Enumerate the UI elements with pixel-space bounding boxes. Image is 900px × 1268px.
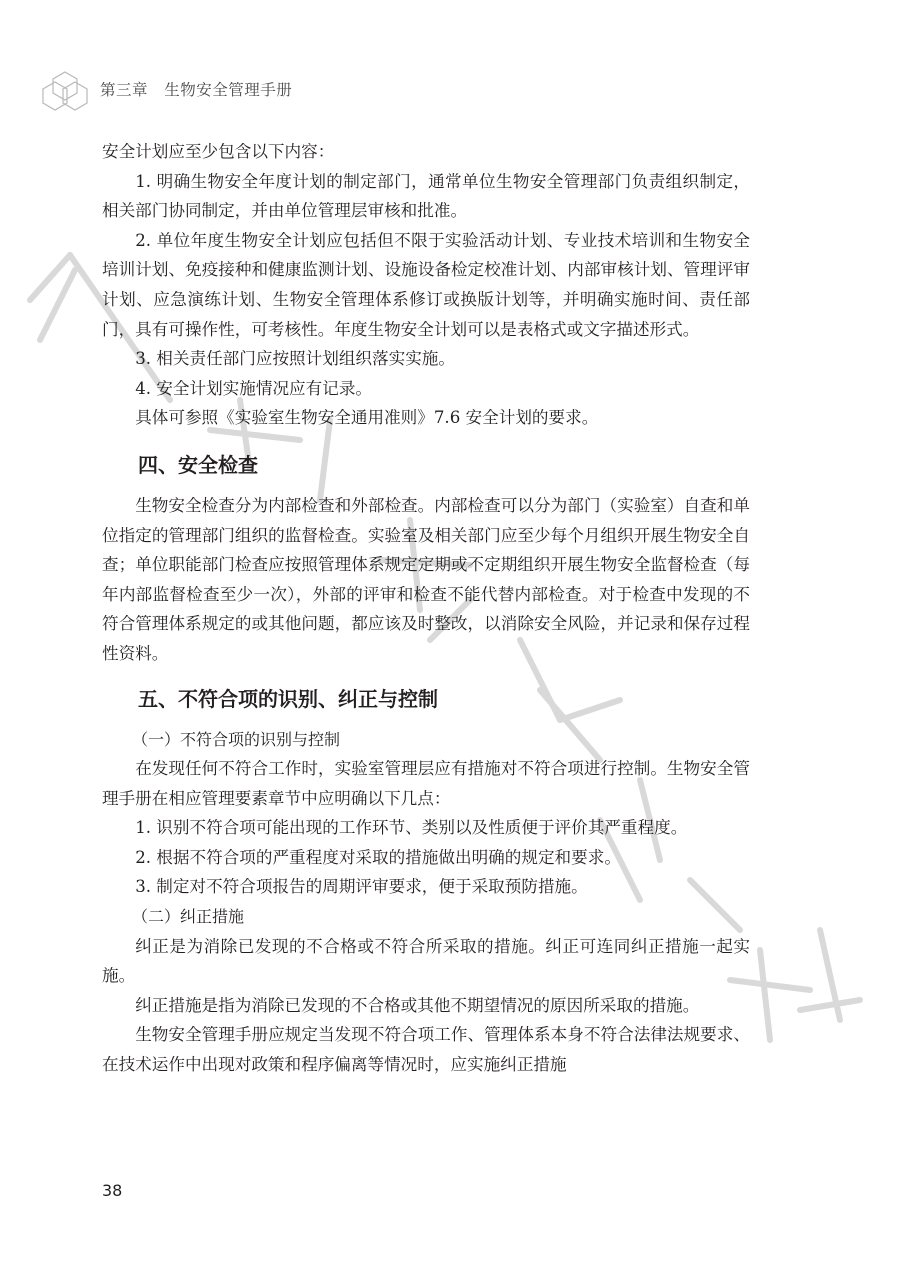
paragraph: 纠正措施是指为消除已发现的不合格或其他不期望情况的原因所采取的措施。 [135,995,700,1015]
section-heading-nonconformity: 五、不符合项的识别、纠正与控制 [138,686,438,711]
list-item: 3. 相关责任部门应按照计划组织落实实施。 [135,349,455,369]
list-item: 1. 明确生物安全年度计划的制定部门，通常单位生物安全管理部门负责组织制定，相关部门协同制定，并由单位管理层审核和批准。 [102,171,750,221]
list-item: 4. 安全计划实施情况应有记录。 [135,378,373,398]
paragraph: 生物安全检查分为内部检查和外部检查。内部检查可以分为部门（实验室）自查和单位指定的管理部门组织的监督检查。实验室及相关部门应至少每个月组织开展生物安全自查；单位职能部门检查应按照管理体系规定定期或不定期组织开展生物安全监督检查（每年内部监督检查至少一次），外部的评审和检查不能代替内部检查。对于检查中发现的不符合管理体系规定的或其他问题，都应该及时整改，以消除安全风险，并记录和保存过程性资料。 [102,495,750,663]
list-item: 2. 单位年度生物安全计划应包括但不限于实验活动计划、专业技术培训和生物安全培训计划、免疫接种和健康监测计划、设施设备检定校准计划、内部审核计划、管理评审计划、应急演练计划、生物安全管理体系修订或换版计划等，并明确实施时间、责任部门，具有可操作性，可考核性。年度生物安全计划可以是表格式或文字描述形式。 [102,230,750,339]
paragraph: 生物安全管理手册应规定当发现不符合项工作、管理体系本身不符合法律法规要求、在技术运作中出现对政策和程序偏离等情况时，应实施纠正措施 [102,1025,750,1075]
chapter-title: 第三章 生物安全管理手册 [100,81,293,99]
section-heading-safety-inspection: 四、安全检查 [138,452,258,477]
paragraph: 在发现任何不符合工作时，实验室管理层应有措施对不符合项进行控制。生物安全管理手册在相应管理要素章节中应明确以下几点： [102,759,750,808]
list-item: 1. 识别不符合项可能出现的工作环节、类别以及性质便于评价其严重程度。 [135,818,688,838]
list-item: 2. 根据不符合项的严重程度对采取的措施做出明确的规定和要求。 [135,847,621,867]
hexagon-logo-icon [40,68,90,112]
page-body [102,137,750,1080]
subsection-heading-corrective-action: （二）纠正措施 [132,907,245,927]
list-item: 3. 制定对不符合项报告的周期评审要求，便于采取预防措施。 [135,877,588,897]
paragraph: 纠正是为消除已发现的不合格或不符合所采取的措施。纠正可连同纠正措施一起实施。 [102,936,750,986]
page-number: 38 [102,1181,123,1200]
paragraph: 具体可参照《实验室生物安全通用准则》7.6 安全计划的要求。 [135,408,599,428]
subsection-heading-identification: （一）不符合项的识别与控制 [132,729,341,749]
paragraph: 安全计划应至少包含以下内容： [102,142,335,161]
page-header [40,64,860,112]
